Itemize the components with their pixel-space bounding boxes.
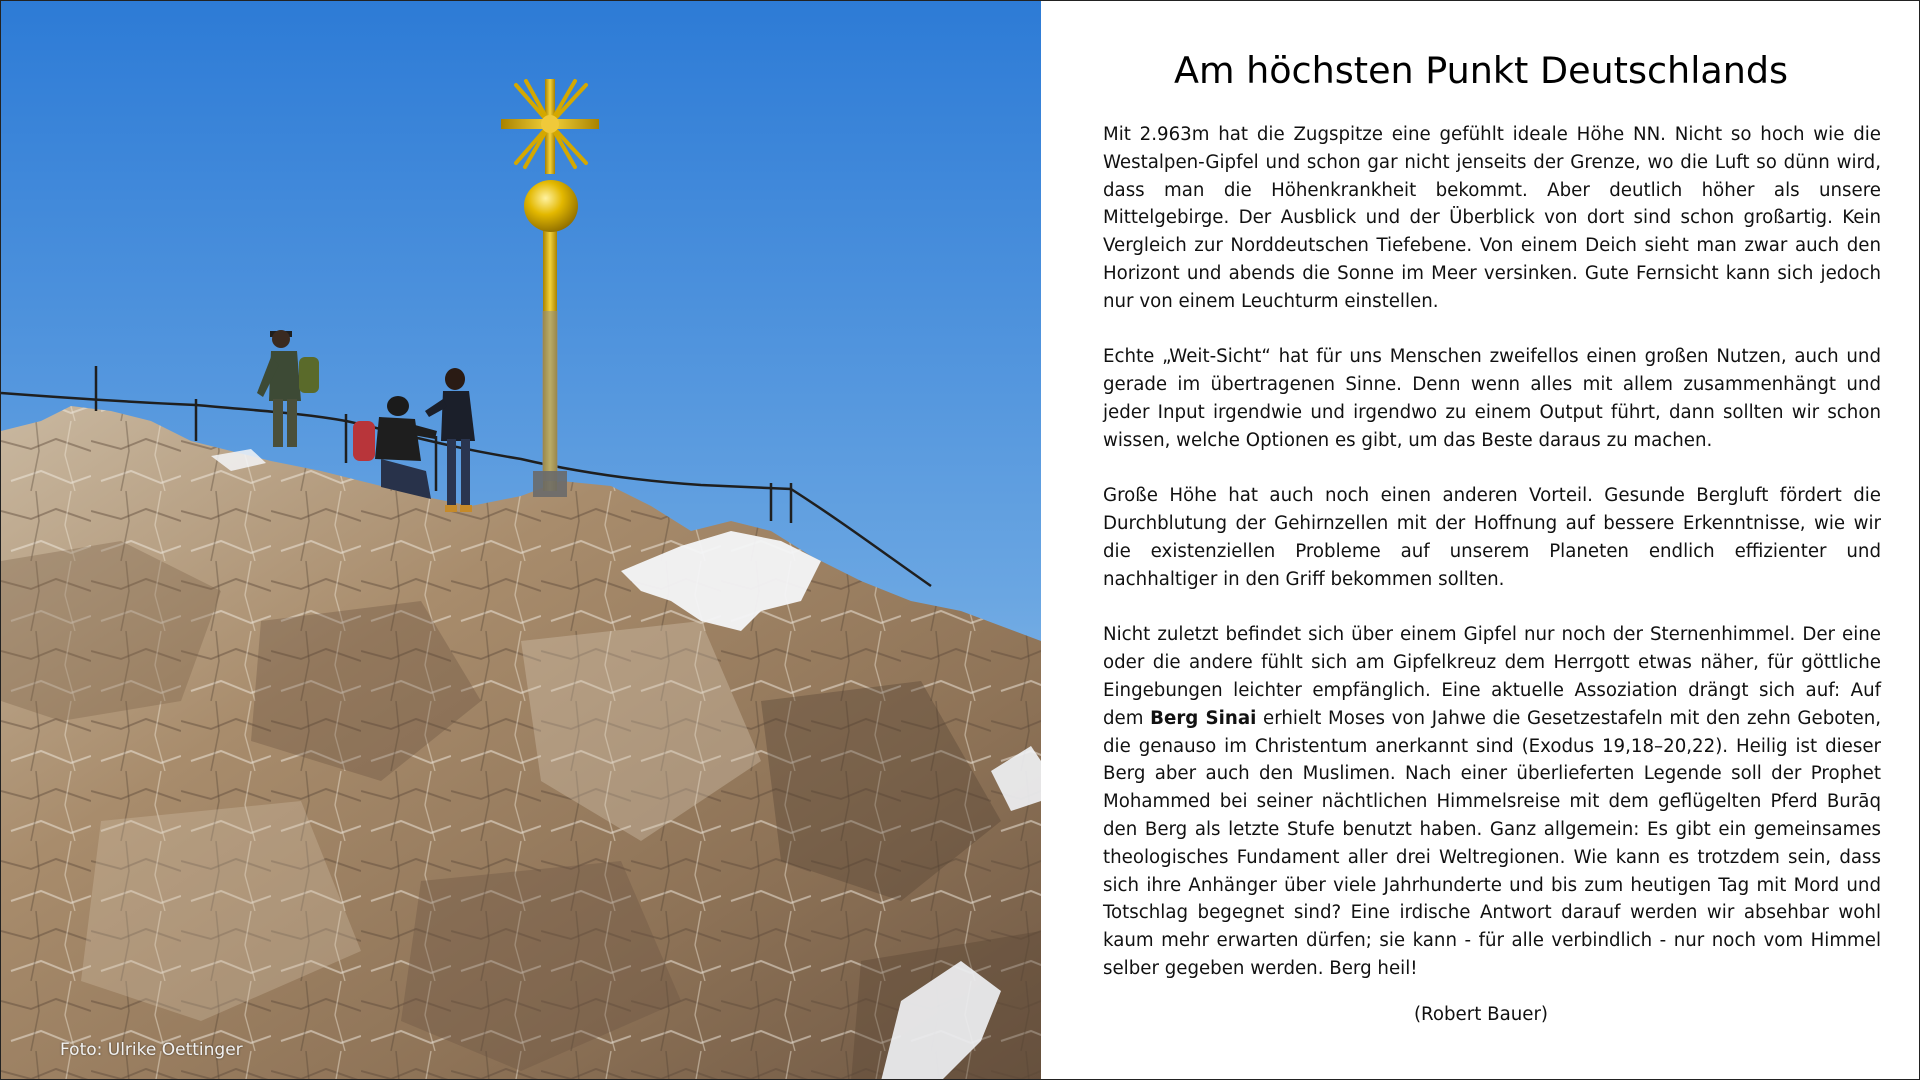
article-body — [1103, 121, 1881, 983]
paragraph-4-part-2: erhielt Moses von Jahwe die Gesetzestafeln mit den zehn Geboten, die genauso im Christentum anerkannt sind (Exodus 19,18–20,22). Heilig ist dieser Berg aber auch den Muslimen. Nach einer überlieferten Legende soll der Prophet Mohammed bei seiner nächtlichen Himmelsreise mit dem geflügelten Pferd Burāq den Berg als letzte Stufe benutzt haben. Ganz allgemein: Es gibt ein gemeinsames theologisches Fundament aller drei Weltregionen. Wie kann es trotzdem sein, dass sich ihre Anhänger über viele Jahrhunderte und bis zum heutigen Tag mit Mord und Totschlag begegnet sind? Eine irdische Antwort darauf werden wir absehbar wohl kaum mehr erwarten dürfen; sie kann - für alle verbindlich - nur noch vom Himmel selber gegeben werden. Berg heil! — [1103, 707, 1882, 979]
photo-panel — [1, 1, 1041, 1080]
berg-sinai-emphasis: Berg Sinai — [1150, 707, 1257, 729]
article-panel — [1041, 1, 1920, 1080]
article-author: (Robert Bauer) — [1413, 1004, 1549, 1025]
article-title: Am höchsten Punkt Deutschlands — [1173, 49, 1789, 92]
summit-photo — [1, 1, 1041, 1080]
paragraph-4-part-1: Nicht zuletzt befindet sich über einem Gipfel nur noch der Sternenhimmel. Der eine oder die andere fühlt sich am Gipfelkreuz dem Herrgott etwas näher, für göttliche Eingebungen leichter empfänglich. Eine aktuelle Assoziation drängt sich auf: Auf dem — [1103, 624, 1881, 729]
photo-credit: Foto: Ulrike Oettinger — [60, 1040, 243, 1060]
paragraph-3: Große Höhe hat auch noch einen anderen Vorteil. Gesunde Bergluft fördert die Durchblutung der Gehirnzellen mit der Hoffnung auf bessere Erkenntnisse, wie wir die existenziellen Probleme auf unserem Planeten endlich effizienter und nachhaltiger in den Griff bekommen sollten. — [1103, 485, 1881, 590]
paragraph-2: Echte „Weit-Sicht“ hat für uns Menschen zweifellos einen großen Nutzen, auch und gerade im übertragenen Sinne. Denn wenn alles mit allem zusammenhängt und jeder Input irgendwie und irgendwo zu einem Output führt, dann sollten wir schon wissen, welche Optionen es gibt, um das Beste daraus zu machen. — [1103, 346, 1881, 451]
paragraph-1: Mit 2.963m hat die Zugspitze eine gefühlt ideale Höhe NN. Nicht so hoch wie die Westalpen-Gipfel und schon gar nicht jenseits der Grenze, wo die Luft so dünn wird, dass man die Höhenkrankheit bekommt. Aber deutlich höher als unsere Mittelgebirge. Der Ausblick und der Überblick von dort sind schon großartig. Kein Vergleich zur Norddeutschen Tiefebene. Von einem Deich sieht man zwar auch den Horizont und abends die Sonne im Meer versinken. Gute Fernsicht kann sich jedoch nur von einem Leuchturm einstellen. — [1103, 124, 1881, 312]
paragraph-4 — [1103, 621, 1881, 982]
